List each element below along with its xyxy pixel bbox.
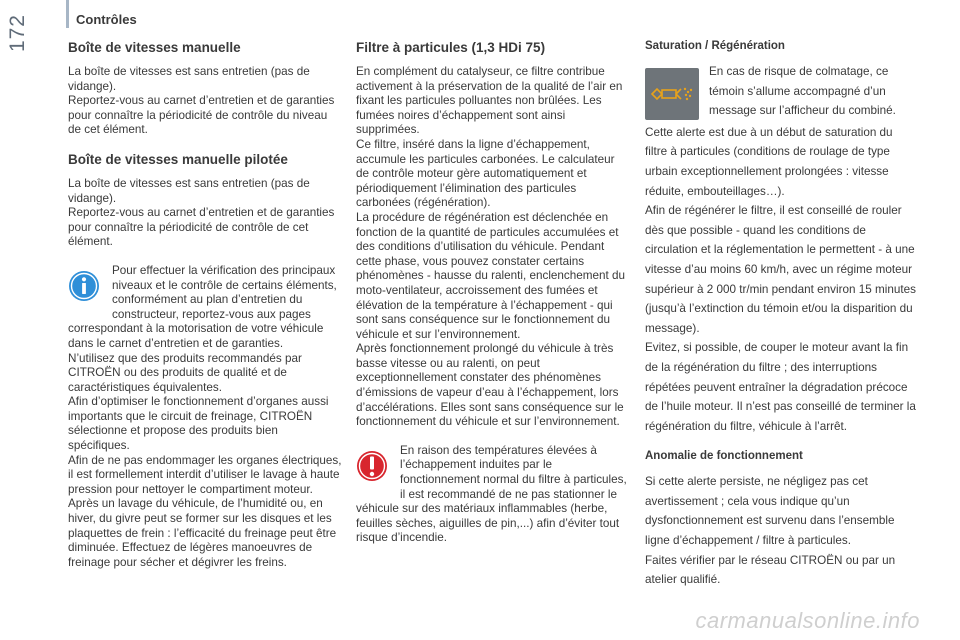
piloted-gearbox-section xyxy=(68,152,342,250)
saturation-indicator-text: En cas de risque de colmatage, ce témoin s’allume accompagné d’un message sur l’afficheur du combiné. xyxy=(709,65,896,118)
column-middle xyxy=(356,40,630,546)
particle-filter-section xyxy=(356,40,630,430)
manual-gearbox-title: Boîte de vitesses manuelle xyxy=(68,40,241,55)
page-number: 172 xyxy=(6,14,29,53)
malfunction-text: Si cette alerte persiste, ne négligez pas cet avertissement ; cela vous indique qu’un dysfonctionnement est survenu dans l’ensemble ligne d’échappement / filtre à particules. Faites vérifier par le réseau CITROËN ou par un atelier qualifié. xyxy=(645,475,896,587)
manual-gearbox-text: La boîte de vitesses est sans entretien (pas de vidange). Reportez-vous au carnet d’entretien et de garanties pour connaître la périodicité de contrôle du niveau de cet élément. xyxy=(68,65,335,137)
piloted-gearbox-title: Boîte de vitesses manuelle pilotée xyxy=(68,151,288,167)
saturation-text: Cette alerte est due à un début de saturation du filtre à particules (conditions de roulage de type urbain exceptionnellement prolongées : vitesse réduite, embouteillages…). Afin de régénérer le filtre, il est conseillé de rouler dès que possible - quand les conditions de circulation et la réglementation le permettent - à une vitesse d’au moins 60 km/h, avec un régime moteur supérieur à 2 000 tr/min pendant environ 15 minutes (jusqu’à l’extinction du témoin et/ou la disparition du message). Evitez, si possible, de couper le moteur avant la fin de la régénération du filtre ; des interruptions répétées peuvent entraîner la dégradation précoce de l’huile moteur. Il n’est pas conseillé de terminer la régénération du filtre, véhicule à l’arrêt. xyxy=(645,125,916,433)
particle-filter-title: Filtre à particules (1,3 HDi 75) xyxy=(356,40,546,55)
watermark: carmanualsonline.info xyxy=(695,608,920,633)
column-right xyxy=(645,40,917,590)
warning-callout-text: En raison des températures élevées à l’échappement induites par le fonctionnement normal du filtre à particules, il est recommandé de ne pas stationner le véhicule sur des matériaux inflammables (herbe, feuilles sèches, aiguilles de pin,...) afin d’éviter tout risque d’incendie. xyxy=(356,443,627,545)
info-icon xyxy=(68,270,100,307)
saturation-title: Saturation / Régénération xyxy=(645,40,785,52)
manual-gearbox-section xyxy=(68,40,342,138)
column-left xyxy=(68,40,342,570)
malfunction-section xyxy=(645,450,917,590)
piloted-gearbox-text: La boîte de vitesses est sans entretien (pas de vidange). Reportez-vous au carnet d’entretien et de garanties pour connaître la périodicité de contrôle de cet élément. xyxy=(68,176,335,249)
warning-callout xyxy=(356,444,630,546)
particle-filter-icon xyxy=(645,68,699,120)
saturation-indicator-block xyxy=(645,62,917,121)
warning-exclamation-icon xyxy=(356,450,388,487)
malfunction-title: Anomalie de fonctionnement xyxy=(645,450,803,463)
info-callout-text: Pour effectuer la vérification des principaux niveaux et le contrôle de certains éléments, conformément au plan d’entretien du constructeur, reportez-vous aux pages correspondant à la motorisation de votre véhicule dans le carnet d’entretien et de garanties. N’utilisez que des produits recommandés par CITROËN ou des produits de qualité et de caractéristiques équivalentes. Afin d’optimiser le fonctionnement d’organes aussi importants que le circuit de freinage, CITROËN sélectionne et propose des produits bien spécifiques. Afin de ne pas endommager les organes électriques, il est formellement interdit d’utiliser le lavage à haute pression pour nettoyer le compartiment moteur. Après un lavage du véhicule, de l’humidité ou, en hiver, du givre peut se former sur les disques et les plaquettes de frein : l’efficacité du freinage peut être diminuée. Effectuez de légères manoeuvres de freinage pour sécher et dégivrer les freins. xyxy=(68,263,342,569)
particle-filter-text: En complément du catalyseur, ce filtre contribue activement à la préservation de la qualité de l’air en fixant les particules polluantes non brûlées. Les fumées noires d’échappement sont ainsi supprimées. Ce filtre, inséré dans la ligne d’échappement, accumule les particules carbonées. Le calculateur de contrôle moteur gère automatiquement et périodiquement l’élimination des particules carbonées (régénération). La procédure de régénération est déclenchée en fonction de la quantité de particules accumulées et des conditions d’utilisation du véhicule. Pendant cette phase, vous pouvez constater certains phénomènes - hausse du ralenti, enclenchement du moto-ventilateur, accroissement des fumées et élévation de la température à l’échappement - qui sont sans conséquence sur le fonctionnement du véhicule et sur l’environnement. Après fonctionnement prolongé du véhicule à très basse vitesse ou au ralenti, on peut exceptionnellement constater des phénomènes d’émissions de vapeur d’eau à l’échappement, lors d’accélérations. Elles sont sans conséquence sur le fonctionnement du véhicule et sur l’environnement. xyxy=(356,65,625,429)
saturation-section xyxy=(645,123,917,437)
section-title: Contrôles xyxy=(76,12,137,27)
header-rule xyxy=(66,0,69,28)
info-callout xyxy=(68,264,342,570)
